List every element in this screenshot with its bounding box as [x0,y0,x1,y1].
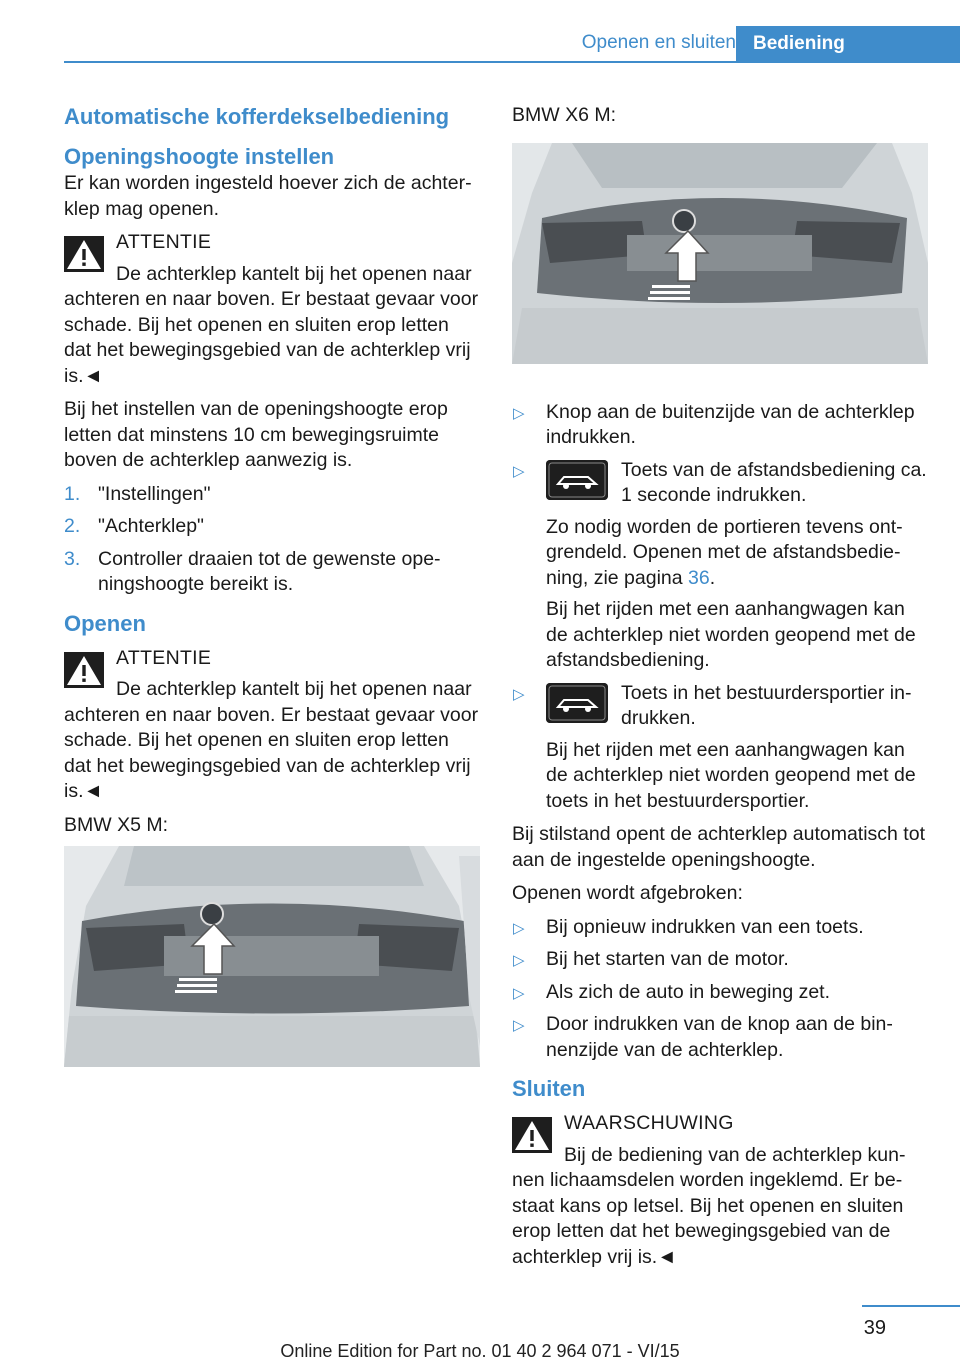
step-item [64,514,480,540]
warning-3-text: Bij de bediening van de achterklep kun-nen lichaamsdelen worden ingeklemd. Er be-staat kans op letsel. Bij het openen en sluiten erop letten dat het bewegingsgebied van de achterklep vrij is.◄ [512,1143,906,1268]
steps-list [64,482,480,598]
abort-intro: Openen wordt afgebroken: [512,882,743,904]
abort-list [512,915,928,1064]
warning-block-2 [64,646,480,805]
warning-triangle-icon [512,1117,552,1153]
warning-3-title: WAARSCHUWING [564,1112,734,1134]
x5-label: BMW X5 M: [64,813,169,836]
footer-rule [862,1305,960,1307]
step-number: 3. [64,547,81,570]
step-text: "Achterklep" [98,515,204,537]
list-item: ▷ Als zich de auto in beweging zet. [512,980,928,1006]
step-number: 1. [64,482,81,505]
warning-1-text: De achterklep kantelt bij het openen naar achteren en naar boven. Er bestaat gevaar voor schade. Bij het openen en sluiten erop letten dat het bewegingsgebied van de achterklep vrij is.◄ [64,262,479,387]
bullet-driver-door: Toets in het bestuurdersportier in-drukken. [621,681,912,729]
page-number: 39 [863,1317,886,1339]
height-setting-note: Bij het instellen van de openingshoogte erop letten dat minstens 10 cm bewegingsruimte boven de achterklep aanwezig is. [64,398,448,471]
list-item [512,400,928,451]
triangle-bullet-icon: ▷ [513,1017,525,1034]
standstill-text: Bij stilstand opent de achterklep automatisch tot aan de ingestelde openingshoogte. [512,823,925,871]
list-item: ▷ Bij opnieuw indrukken van een toets. [512,915,928,941]
warning-triangle-icon [64,652,104,688]
list-item: ▷ Door indrukken van de knop aan de bin-nenzijde van de achterklep. [513,1013,893,1061]
step-text: "Instellingen" [98,482,211,505]
intro-text: Er kan worden ingesteld hoever zich de achter-klep mag openen. [64,172,472,220]
left-column [64,103,480,1067]
step-item [64,547,480,598]
warning-block-3 [512,1111,928,1270]
step-number: 2. [64,515,81,537]
list-item [512,681,928,815]
heading-openen: Openen [64,610,146,636]
triangle-bullet-icon: ▷ [513,685,525,703]
page-title: Automatische kofferdekselbediening [64,104,450,129]
remote-unlock-note: Zo nodig worden de portieren tevens ont-grendeld. Openen met de afstandsbedie-ning, zie pagina 36. [546,515,903,589]
car-key-button-icon [546,683,608,723]
bullet-remote-key: Toets van de afstandsbediening ca. 1 seconde indrukken. [621,458,927,506]
warning-block-1 [64,230,480,389]
step-text: Controller draaien tot de gewenste ope-ningshoogte bereikt is. [98,547,441,595]
warning-2-text: De achterklep kantelt bij het openen naar achteren en naar boven. Er bestaat gevaar voor schade. Bij het openen en sluiten erop letten dat het bewegingsgebied van de achterklep vrij is.◄ [64,678,479,802]
triangle-bullet-icon: ▷ [513,462,525,480]
triangle-bullet-icon: ▷ [513,919,525,937]
triangle-bullet-icon: ▷ [513,984,525,1002]
list-item [512,458,928,674]
bmw-x6-tailgate-illustration [512,143,928,364]
triangle-bullet-icon: ▷ [513,404,525,422]
warning-2-title: ATTENTIE [116,646,212,669]
page-reference-link[interactable]: 36 [688,566,710,589]
list-item: ▷ Bij het starten van de motor. [512,947,928,973]
right-column [512,103,928,1278]
header-rule [64,61,960,63]
bullet-outside-button: Knop aan de buitenzijde van de achterklep indrukken. [546,400,915,448]
x6-label: BMW X6 M: [512,104,617,126]
warning-triangle-icon [64,236,104,272]
trailer-remote-note: Bij het rijden met een aanhangwagen kan de achterklep niet worden geopend met de afstandsbediening. [546,598,916,671]
open-methods-list [512,400,928,815]
triangle-bullet-icon: ▷ [513,952,525,969]
warning-1-title: ATTENTIE [116,231,212,253]
step-item [64,482,480,508]
car-key-button-icon [546,460,608,500]
footer-edition: Online Edition for Part no. 01 40 2 964 071 - VI/15 [280,1341,680,1361]
heading-sluiten: Sluiten [512,1076,586,1101]
heading-opening-height: Openingshoogte instellen [64,144,335,169]
bmw-x5-tailgate-illustration [64,846,480,1067]
header-section-title: Openen en sluiten [581,32,736,53]
trailer-door-note: Bij het rijden met een aanhangwagen kan de achterklep niet worden geopend met de toets in het bestuurdersportier. [546,738,916,812]
header-chapter-tab: Bediening [736,26,960,62]
